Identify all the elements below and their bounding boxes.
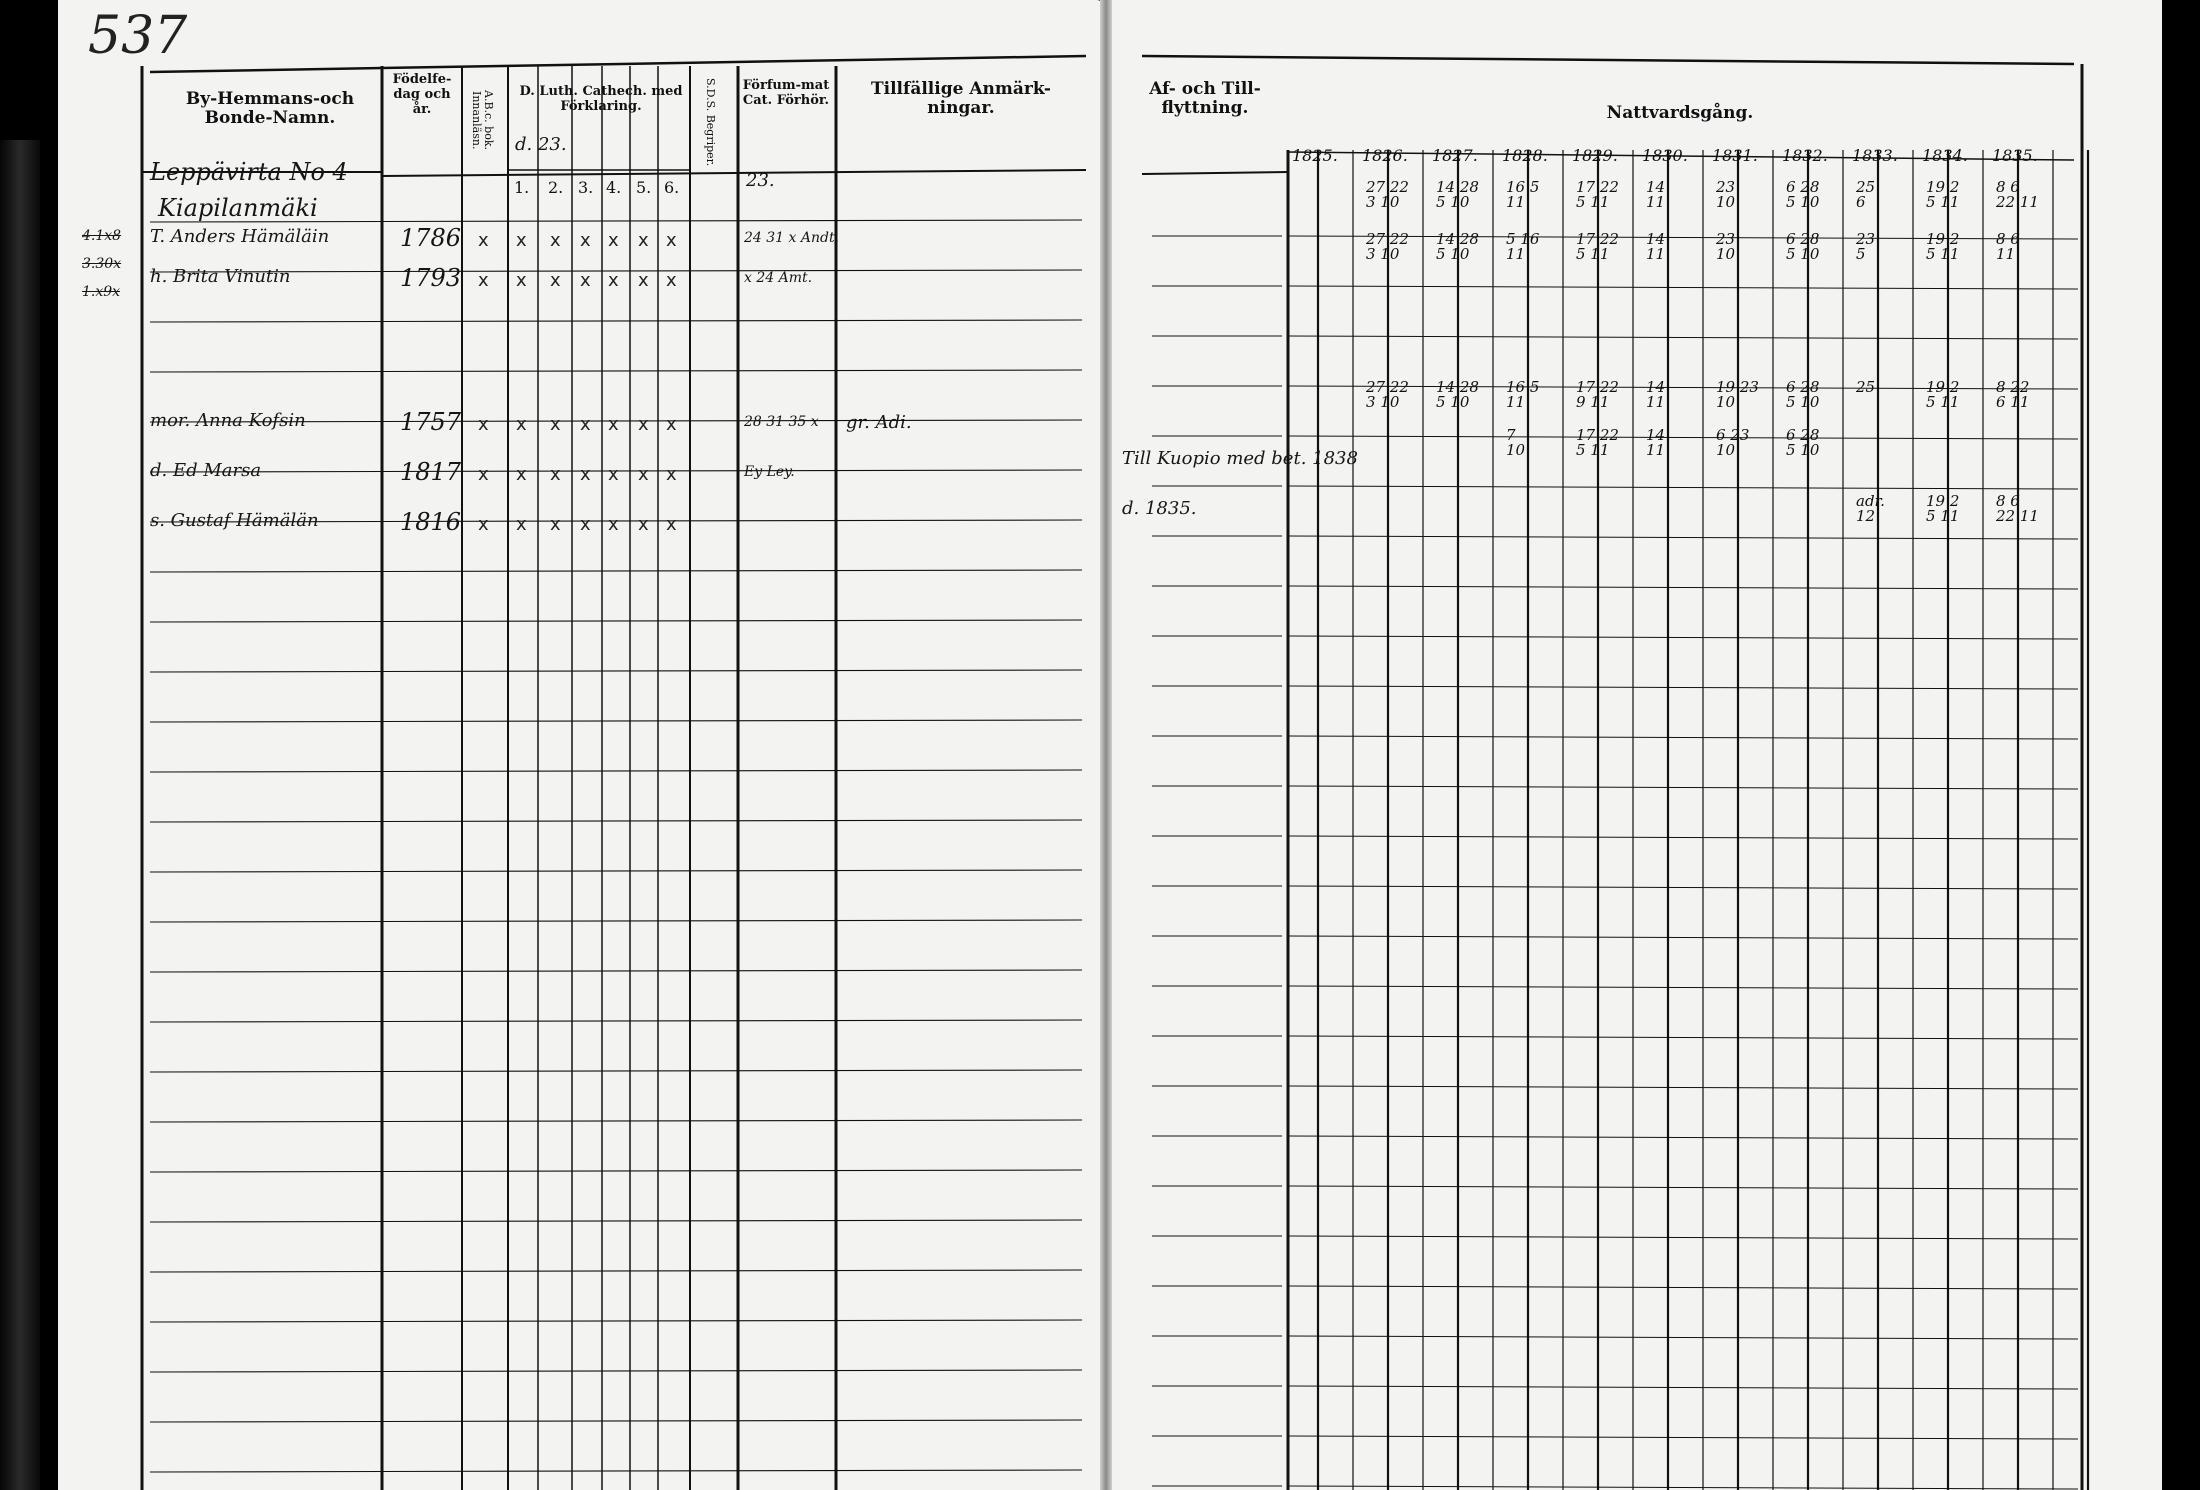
catechism-mark: x	[608, 414, 619, 435]
header-communion: Nattvardsgång.	[1606, 103, 1754, 123]
year-label: 1830.	[1642, 146, 1688, 165]
person-name: s. Gustaf Hämälän	[150, 510, 319, 531]
communion-entry: 8 6 11	[1996, 230, 2020, 263]
year-label: 1827.	[1432, 146, 1478, 165]
communion-row-rule	[1288, 636, 2078, 639]
communion-row-rule	[1288, 1086, 2078, 1089]
moving-entry: Till Kuopio med bet. 1838	[1122, 448, 1358, 469]
farm-name: Leppävirta No 4	[150, 158, 348, 186]
moving-entry: d. 1835.	[1122, 498, 1197, 519]
left-row-rule	[150, 870, 1082, 872]
left-row-rule	[150, 1370, 1082, 1372]
year-label: 1832.	[1782, 146, 1828, 165]
communion-entry: 6 28 5 10	[1786, 230, 1820, 263]
catechism-mark: x	[516, 230, 527, 251]
left-row-rule	[150, 1470, 1082, 1472]
person-name: h. Brita Vinutin	[150, 266, 291, 287]
catechism-mark: x	[550, 230, 561, 251]
communion-row-rule	[1288, 936, 2078, 939]
communion-entry: 19 2 5 11	[1926, 378, 1960, 411]
header-moving: Af- och Till-flyttning.	[1149, 79, 1261, 118]
year-label: 1829.	[1572, 146, 1618, 165]
communion-row-rule	[1288, 986, 2078, 989]
communion-row-rule	[1288, 436, 2078, 439]
left-row-rule	[150, 1420, 1082, 1422]
header-birth: Födelfe-dag och år.	[392, 72, 452, 117]
catechism-mark: x	[638, 414, 649, 435]
left-row-rule	[150, 770, 1082, 772]
communion-row-rule	[1288, 1336, 2078, 1339]
communion-entry: 7 10	[1506, 426, 1526, 459]
margin-note: 4.1x8	[82, 228, 122, 244]
communion-entry: 19 2 5 11	[1926, 178, 1960, 211]
left-row-rule	[150, 920, 1082, 922]
communion-row-rule	[1288, 1136, 2078, 1139]
right-top-rule	[1142, 56, 2074, 64]
year-label: 1826.	[1362, 146, 1408, 165]
communion-entry: 27 22 3 10	[1366, 378, 1409, 411]
left-row-rule	[150, 1320, 1082, 1322]
left-header-base-2	[382, 170, 1086, 176]
catechism-mark: x	[608, 230, 619, 251]
left-row-rule	[150, 1220, 1082, 1222]
communion-row-rule	[1288, 286, 2078, 289]
communion-entry: 6 28 5 10	[1786, 178, 1820, 211]
communion-entry: 17 22 5 11	[1576, 178, 1619, 211]
person-name: T. Anders Hämäläin	[150, 226, 330, 247]
communion-entry: 14 28 5 10	[1436, 178, 1479, 211]
catechism-col-5: 5.	[636, 178, 652, 197]
communion-entry: 6 23 10	[1716, 426, 1750, 459]
communion-entry: 23 10	[1716, 178, 1736, 211]
forfum-note: 23.	[746, 170, 775, 191]
communion-entry: 19 2 5 11	[1926, 230, 1960, 263]
forfum-entry: Ey Ley.	[744, 464, 795, 480]
communion-entry: 16 5 11	[1506, 178, 1540, 211]
forfum-entry: 28 31 35 x	[744, 414, 819, 430]
communion-entry: 17 22 9 11	[1576, 378, 1619, 411]
catechism-mark: x	[608, 464, 619, 485]
communion-entry: 6 28 5 10	[1786, 426, 1820, 459]
communion-row-rule	[1288, 736, 2078, 739]
communion-entry: 25	[1856, 378, 1876, 396]
header-name: By-Hemmans-och Bonde-Namn.	[185, 89, 355, 128]
left-row-rule	[150, 820, 1082, 822]
catechism-mark: x	[666, 414, 677, 435]
catechism-mark: x	[666, 230, 677, 251]
communion-entry: adr. 12	[1856, 492, 1885, 525]
communion-entry: 17 22 5 11	[1576, 230, 1619, 263]
year-label: 1835.	[1992, 146, 2038, 165]
moving-header-base	[1142, 172, 1288, 174]
communion-row-rule	[1288, 536, 2078, 539]
catechism-mark: x	[666, 270, 677, 291]
communion-entry: 19 2 5 11	[1926, 492, 1960, 525]
catechism-mark: x	[550, 414, 561, 435]
catechism-mark: x	[580, 514, 591, 535]
catechism-col-4: 4.	[606, 178, 622, 197]
catechism-mark: x	[580, 464, 591, 485]
communion-row-rule	[1288, 686, 2078, 689]
person-name: d. Ed Marsa	[150, 460, 262, 481]
communion-entry: 8 6 22 11	[1996, 492, 2039, 525]
communion-row-rule	[1288, 886, 2078, 889]
catechism-mark: x	[516, 464, 527, 485]
catechism-mark: x	[638, 230, 649, 251]
year-label: 1834.	[1922, 146, 1968, 165]
year-label: 1825.	[1292, 146, 1338, 165]
catechism-col-2: 2.	[548, 178, 564, 197]
year-label: 1833.	[1852, 146, 1898, 165]
header-forfum: Förfum-mat Cat. Förhör.	[742, 78, 830, 108]
catechism-mark: x	[516, 414, 527, 435]
communion-row-rule	[1288, 1236, 2078, 1239]
left-row-rule	[150, 570, 1082, 572]
catechism-mark: x	[516, 270, 527, 291]
remark-entry: gr. Adi.	[846, 412, 912, 433]
catechism-col-3: 3.	[578, 178, 594, 197]
left-row-rule	[150, 670, 1082, 672]
person-birth-year: 1793	[400, 264, 462, 292]
communion-entry: 14 28 5 10	[1436, 378, 1479, 411]
header-catechism: D. Luth. Cathech. med Förklaring.	[519, 84, 683, 114]
catechism-mark: x	[550, 514, 561, 535]
left-row-rule	[150, 1070, 1082, 1072]
communion-entry: 16 5 11	[1506, 378, 1540, 411]
left-top-rule	[150, 56, 1086, 72]
catechism-mark: x	[608, 270, 619, 291]
catechism-mark: x	[580, 270, 591, 291]
person-birth-year: 1817	[400, 458, 462, 486]
left-row-rule	[150, 720, 1082, 722]
reading-mark: x	[478, 464, 489, 485]
left-row-rule	[150, 1170, 1082, 1172]
communion-row-rule	[1288, 1486, 2078, 1489]
left-row-rule	[150, 1120, 1082, 1122]
forfum-entry: 24 31 x Andt.	[744, 230, 840, 246]
left-row-rule	[150, 320, 1082, 322]
communion-entry: 25 6	[1856, 178, 1876, 211]
communion-row-rule	[1288, 1186, 2078, 1189]
catechism-mark: x	[550, 270, 561, 291]
reading-mark: x	[478, 270, 489, 291]
communion-entry: 23 10	[1716, 230, 1736, 263]
year-label: 1831.	[1712, 146, 1758, 165]
page-number: 537	[88, 6, 188, 66]
communion-entry: 14 11	[1646, 378, 1666, 411]
left-row-rule	[150, 970, 1082, 972]
catechism-mark: x	[638, 270, 649, 291]
catechism-mark: x	[516, 514, 527, 535]
communion-entry: 6 28 5 10	[1786, 378, 1820, 411]
catechism-mark: x	[638, 464, 649, 485]
left-row-rule	[150, 370, 1082, 372]
communion-entry: 23 5	[1856, 230, 1876, 263]
communion-entry: 14 28 5 10	[1436, 230, 1479, 263]
margin-note: 3.30x	[82, 256, 122, 272]
communion-row-rule	[1288, 1436, 2078, 1439]
communion-entry: 14 11	[1646, 230, 1666, 263]
communion-row-rule	[1288, 586, 2078, 589]
communion-entry: 27 22 3 10	[1366, 230, 1409, 263]
communion-row-rule	[1288, 786, 2078, 789]
person-birth-year: 1757	[400, 408, 462, 436]
margin-note: 1.x9x	[82, 284, 121, 300]
communion-entry: 14 11	[1646, 426, 1666, 459]
communion-row-rule	[1288, 1036, 2078, 1039]
catechism-mark: x	[580, 230, 591, 251]
catechism-col-6: 6.	[664, 178, 680, 197]
left-row-rule	[150, 1270, 1082, 1272]
catechism-mark: x	[638, 514, 649, 535]
header-reading: A.B.c. bok. Innanläsn.	[470, 89, 495, 150]
reading-mark: x	[478, 230, 489, 251]
subfarm-name: Kiapilanmäki	[158, 194, 318, 222]
catechism-date-note: d. 23.	[515, 134, 567, 155]
reading-mark: x	[478, 414, 489, 435]
catechism-mark: x	[580, 414, 591, 435]
communion-row-rule	[1288, 336, 2078, 339]
year-label: 1828.	[1502, 146, 1548, 165]
communion-row-rule	[1288, 836, 2078, 839]
person-birth-year: 1786	[400, 224, 462, 252]
header-begrip: S.D.S. Begriper.	[704, 77, 717, 167]
communion-entry: 8 6 22 11	[1996, 178, 2039, 211]
left-row-rule	[150, 1020, 1082, 1022]
communion-row-rule	[1288, 1386, 2078, 1389]
catechism-col-1: 1.	[514, 178, 530, 197]
communion-entry: 19 23 10	[1716, 378, 1759, 411]
communion-row-rule	[1288, 1286, 2078, 1289]
header-remarks: Tillfällige Anmärk-ningar.	[870, 79, 1051, 118]
communion-entry: 14 11	[1646, 178, 1666, 211]
communion-entry: 27 22 3 10	[1366, 178, 1409, 211]
communion-entry: 17 22 5 11	[1576, 426, 1619, 459]
catechism-mark: x	[666, 464, 677, 485]
reading-mark: x	[478, 514, 489, 535]
communion-entry: 5 16 11	[1506, 230, 1540, 263]
catechism-mark: x	[608, 514, 619, 535]
communion-entry: 8 22 6 11	[1996, 378, 2030, 411]
communion-row-rule	[1288, 486, 2078, 489]
person-name: mor. Anna Kofsin	[150, 410, 306, 431]
catechism-mark: x	[550, 464, 561, 485]
left-row-rule	[150, 620, 1082, 622]
catechism-mark: x	[666, 514, 677, 535]
forfum-entry: x 24 Amt.	[744, 270, 813, 286]
person-birth-year: 1816	[400, 508, 462, 536]
